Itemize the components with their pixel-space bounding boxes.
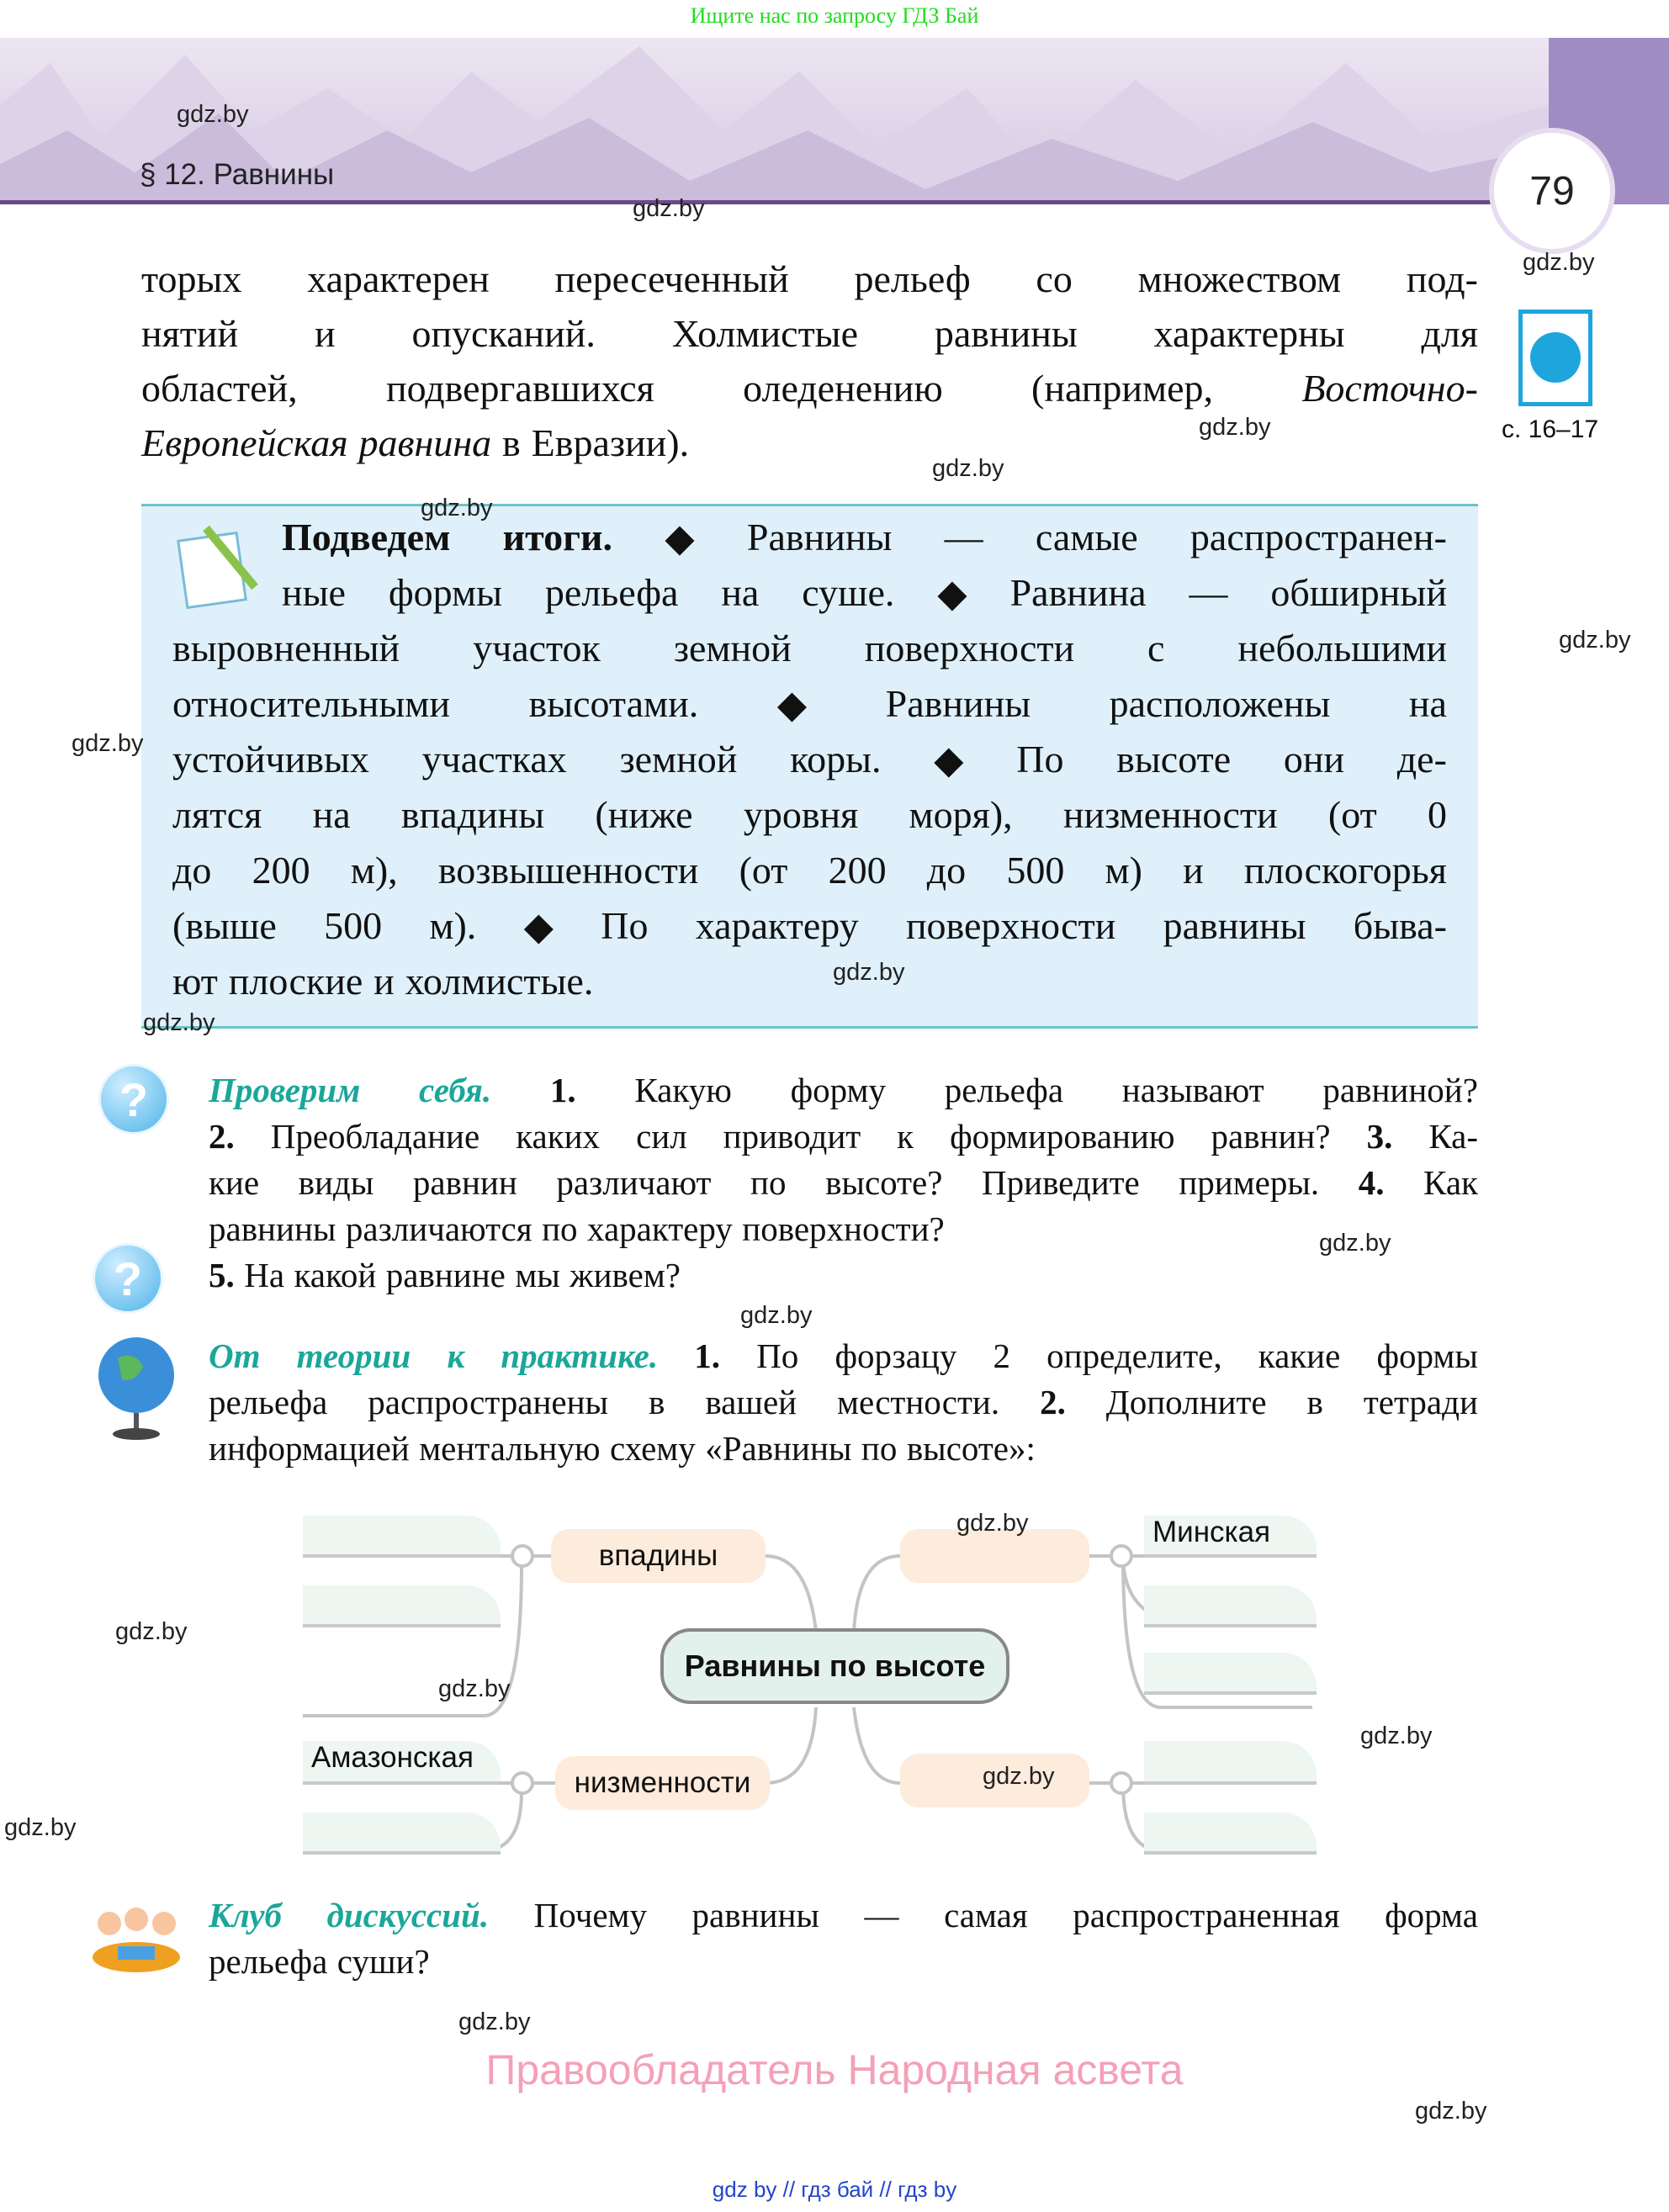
- word: ◆: [776, 683, 808, 726]
- word: рельеф: [854, 257, 971, 300]
- word: формы: [388, 571, 502, 614]
- word: Восточно-: [1301, 367, 1478, 410]
- notepad-pencil-icon: [172, 520, 261, 612]
- question-icon: ?: [98, 1064, 169, 1135]
- word: называют: [1121, 1071, 1264, 1109]
- watermark: gdz.by: [740, 1302, 813, 1329]
- word: впадины: [400, 793, 545, 836]
- word: тетради: [1363, 1383, 1478, 1421]
- word: с: [1147, 627, 1165, 669]
- word: суше.: [802, 571, 895, 614]
- mindmap-branch-depressions: впадины: [551, 1529, 766, 1583]
- body-line: [141, 366, 1478, 410]
- mindmap-leaf-amazon: Амазонская: [303, 1741, 501, 1785]
- mindmap-leaf-empty: [303, 1812, 501, 1855]
- word: быва-: [1353, 904, 1447, 947]
- word: нятий: [141, 312, 239, 355]
- club-line: [209, 1895, 1478, 1935]
- word: приводит: [723, 1117, 861, 1156]
- word: 2: [993, 1336, 1011, 1375]
- copyright-notice: Правообладатель Народная асвета: [485, 2046, 1184, 2093]
- word: относительными: [172, 682, 450, 725]
- body-line: [141, 257, 1478, 301]
- word: равнины: [691, 1896, 819, 1934]
- word: схему: [609, 1429, 696, 1468]
- word: земной: [673, 627, 792, 669]
- word: плоскогорья: [1243, 849, 1447, 892]
- body-line: [141, 421, 1478, 465]
- watermark: gdz.by: [1319, 1230, 1391, 1257]
- word: Евразии).: [531, 421, 690, 464]
- word: различают: [556, 1163, 712, 1202]
- word: (ниже: [595, 793, 693, 836]
- word: кие: [209, 1163, 260, 1202]
- word: Дополните: [1105, 1383, 1267, 1421]
- word: ют: [172, 960, 218, 1003]
- summary-line: [282, 570, 1447, 616]
- discussion-club-icon: [88, 1902, 185, 1978]
- word: характерны: [1153, 312, 1345, 355]
- word: ◆: [934, 738, 964, 781]
- watermark: gdz.by: [177, 101, 249, 128]
- word: высотами.: [528, 682, 699, 725]
- search-hint: Ищите нас по запросу ГДЗ Бай: [690, 3, 979, 28]
- word: 200: [252, 849, 310, 892]
- word: на: [312, 793, 351, 836]
- word: теории: [296, 1336, 411, 1375]
- questions-line: [209, 1209, 1478, 1249]
- word: оледенению: [743, 367, 943, 410]
- word: характеру: [586, 1209, 733, 1248]
- word: распространен-: [1189, 516, 1447, 558]
- watermark: gdz.by: [833, 959, 905, 986]
- word: распространенная: [1073, 1896, 1340, 1934]
- watermark: gdz.by: [1415, 2098, 1487, 2125]
- club-line: [209, 1941, 1478, 1982]
- word: равнины: [934, 312, 1078, 355]
- page-number: 79: [1529, 168, 1575, 214]
- word: Равнины: [885, 682, 1031, 725]
- word: По: [756, 1336, 799, 1375]
- summary-line: [172, 792, 1447, 837]
- word: высоте: [1116, 738, 1232, 781]
- word: форму: [790, 1071, 886, 1109]
- word: (например,: [1031, 367, 1214, 410]
- word: вашей: [705, 1383, 797, 1421]
- word: холмистые.: [405, 960, 594, 1003]
- word: формированию: [950, 1117, 1175, 1156]
- word: ◆: [523, 905, 554, 948]
- questions-line: [209, 1162, 1478, 1203]
- word: на: [1408, 682, 1447, 725]
- word: они: [1283, 738, 1345, 781]
- watermark: gdz.by: [143, 1009, 215, 1036]
- watermark: gdz.by: [983, 1763, 1055, 1790]
- word: какие: [1258, 1336, 1341, 1375]
- word: выровненный: [172, 627, 400, 669]
- watermark: gdz.by: [633, 195, 705, 222]
- word: суши?: [336, 1942, 430, 1981]
- mindmap-leaf-empty: [303, 1585, 501, 1627]
- summary-line: [172, 903, 1447, 949]
- word: устойчивых: [172, 738, 369, 781]
- mindmap-center-node: Равнины по высоте: [660, 1628, 1009, 1704]
- word: распространены: [368, 1383, 609, 1421]
- word: по: [542, 1209, 578, 1248]
- atlas-icon: [1518, 310, 1592, 406]
- watermark: gdz.by: [1199, 414, 1271, 441]
- word: подвергавшихся: [385, 367, 654, 410]
- section-title: § 12. Равнины: [140, 158, 335, 191]
- word: обширный: [1270, 571, 1447, 614]
- word: —: [864, 1896, 899, 1934]
- word: Подведем: [282, 516, 451, 558]
- word: характерен: [307, 257, 490, 300]
- word: информацией: [209, 1429, 410, 1468]
- word: Европейская: [141, 421, 348, 464]
- word: равнины: [1163, 904, 1306, 947]
- summary-line: [172, 626, 1447, 670]
- watermark: gdz.by: [421, 495, 493, 521]
- word: Проверим: [209, 1071, 361, 1109]
- watermark: gdz.by: [115, 1618, 188, 1645]
- word: множеством: [1137, 257, 1342, 300]
- word: 0: [1427, 793, 1447, 836]
- watermark: gdz.by: [956, 1510, 1029, 1537]
- word: к: [897, 1117, 914, 1156]
- mindmap-leaf-empty: [1144, 1812, 1317, 1855]
- watermark: gdz.by: [438, 1675, 511, 1702]
- word: коры.: [790, 738, 882, 781]
- word: Клуб: [209, 1896, 282, 1934]
- word: возвышенности: [437, 849, 699, 892]
- word: ментальную: [419, 1429, 601, 1468]
- word: высоте»:: [906, 1429, 1036, 1468]
- word: «Равнины: [705, 1429, 852, 1468]
- word: ◆: [937, 572, 967, 615]
- word: уровня: [743, 793, 859, 836]
- word: участках: [421, 738, 567, 781]
- word: лятся: [172, 793, 262, 836]
- word: виды: [298, 1163, 374, 1202]
- word: 2.: [209, 1117, 235, 1156]
- word: —: [944, 516, 983, 558]
- word: дискуссий.: [326, 1896, 490, 1934]
- word: рельефа: [944, 1071, 1064, 1109]
- word: м): [1105, 849, 1142, 892]
- word: пересеченный: [554, 257, 789, 300]
- word: Какую: [634, 1071, 732, 1109]
- word: до: [926, 849, 967, 892]
- word: различаются: [345, 1209, 532, 1248]
- word: и: [1183, 849, 1204, 892]
- mindmap-branch-lowlands: низменности: [555, 1756, 770, 1810]
- word: равнин: [412, 1163, 517, 1202]
- word: расположены: [1109, 682, 1331, 725]
- word: равнин?: [1211, 1117, 1331, 1156]
- word: высоте?: [825, 1163, 943, 1202]
- word: опусканий.: [411, 312, 596, 355]
- word: м),: [350, 849, 398, 892]
- word: практике.: [501, 1336, 659, 1375]
- word: самая: [944, 1896, 1028, 1934]
- word: поверхности: [905, 904, 1116, 947]
- word: 1.: [549, 1071, 576, 1109]
- word: характеру: [695, 904, 859, 947]
- word: мы: [515, 1256, 560, 1294]
- word: 3.: [1366, 1117, 1393, 1156]
- word: под-: [1406, 257, 1478, 300]
- watermark: gdz.by: [4, 1814, 77, 1841]
- mindmap-leaf-empty: [303, 1516, 501, 1558]
- atlas-reference: с. 16–17: [1502, 415, 1599, 443]
- word: поверхности?: [742, 1209, 945, 1248]
- word: По: [1016, 738, 1064, 781]
- word: 200: [828, 849, 887, 892]
- word: и: [314, 312, 336, 355]
- word: (выше: [172, 904, 277, 947]
- body-line: [141, 311, 1478, 356]
- word: земной: [619, 738, 738, 781]
- word: рельефа: [209, 1942, 328, 1981]
- word: Приведите: [982, 1163, 1140, 1202]
- word: по: [750, 1163, 787, 1202]
- word: Равнина: [1009, 571, 1147, 614]
- practice-line: [209, 1382, 1478, 1422]
- word: форма: [1385, 1896, 1478, 1934]
- mindmap-leaf-empty: [1144, 1653, 1317, 1695]
- summary-line: [172, 959, 1447, 1003]
- word: равнина: [358, 421, 492, 464]
- word: для: [1421, 312, 1478, 355]
- word: поверхности: [864, 627, 1075, 669]
- word: м).: [429, 904, 477, 947]
- word: От: [209, 1336, 261, 1375]
- word: моря),: [909, 793, 1013, 836]
- word: равнины: [209, 1209, 336, 1248]
- word: местности.: [837, 1383, 1000, 1421]
- word: какой: [294, 1256, 377, 1294]
- word: Преобладание: [270, 1117, 480, 1156]
- word: На: [244, 1256, 285, 1294]
- word: равниной?: [1322, 1071, 1478, 1109]
- word: по: [861, 1429, 898, 1468]
- word: сил: [636, 1117, 687, 1156]
- word: итоги.: [502, 516, 613, 558]
- word: ные: [282, 571, 346, 614]
- word: в: [649, 1383, 665, 1421]
- practice-line: [209, 1428, 1478, 1468]
- practice-line: [209, 1336, 1478, 1376]
- questions-line: [209, 1070, 1478, 1110]
- word: на: [721, 571, 760, 614]
- word: плоские: [228, 960, 363, 1003]
- summary-line: [172, 737, 1447, 782]
- word: до: [172, 849, 212, 892]
- mindmap-leaf-minsk: Минская: [1144, 1516, 1317, 1558]
- word: торых: [141, 257, 242, 300]
- globe-icon: [93, 1333, 185, 1442]
- word: Холмистые: [671, 312, 858, 355]
- summary-line: [172, 681, 1447, 727]
- word: —: [1189, 571, 1228, 614]
- word: Почему: [533, 1896, 647, 1934]
- word: рельефа: [209, 1383, 328, 1421]
- word: 500: [324, 904, 383, 947]
- word: себя.: [419, 1071, 492, 1109]
- questions-line: [209, 1116, 1478, 1156]
- word: равнине: [385, 1256, 506, 1294]
- word: формы: [1376, 1336, 1478, 1375]
- word: 4.: [1358, 1163, 1385, 1202]
- word: низменности: [1062, 793, 1278, 836]
- mindmap-leaf-empty: [1144, 1585, 1317, 1627]
- word: 5.: [209, 1256, 235, 1294]
- word: ◆: [665, 516, 695, 559]
- word: и: [374, 960, 395, 1003]
- watermark: gdz.by: [1360, 1723, 1433, 1749]
- word: (от: [739, 849, 788, 892]
- word: областей,: [141, 367, 298, 410]
- word: живем?: [570, 1256, 681, 1294]
- word: участок: [473, 627, 601, 669]
- mindmap-leaf-empty: [1144, 1741, 1317, 1785]
- word: каких: [516, 1117, 601, 1156]
- word: в: [1306, 1383, 1323, 1421]
- watermark: gdz.by: [932, 455, 1004, 482]
- word: примеры.: [1179, 1163, 1320, 1202]
- word: 1.: [694, 1336, 721, 1375]
- word: Ка-: [1428, 1117, 1478, 1156]
- word: в: [502, 421, 521, 464]
- word: к: [447, 1336, 465, 1375]
- watermark: gdz.by: [72, 730, 144, 757]
- word: рельефа: [544, 571, 679, 614]
- summary-line: [172, 848, 1447, 892]
- watermark: gdz.by: [1559, 627, 1631, 654]
- page-number-badge: [1489, 128, 1615, 254]
- word: 2.: [1040, 1383, 1066, 1421]
- word: Равнины: [746, 516, 893, 558]
- word: определите,: [1046, 1336, 1222, 1375]
- word: Как: [1423, 1163, 1478, 1202]
- word: де-: [1396, 738, 1447, 781]
- word: самые: [1035, 516, 1138, 558]
- word: со: [1036, 257, 1073, 300]
- word: форзацу: [834, 1336, 957, 1375]
- word: По: [601, 904, 649, 947]
- word: (от: [1327, 793, 1377, 836]
- footer-links[interactable]: gdz by // гдз бай // гдз by: [712, 2177, 957, 2202]
- question-icon: ?: [93, 1243, 163, 1314]
- word: небольшими: [1237, 627, 1447, 669]
- watermark: gdz.by: [1523, 249, 1595, 276]
- word: 500: [1006, 849, 1065, 892]
- watermark: gdz.by: [458, 2008, 531, 2035]
- questions-line: [209, 1255, 1478, 1295]
